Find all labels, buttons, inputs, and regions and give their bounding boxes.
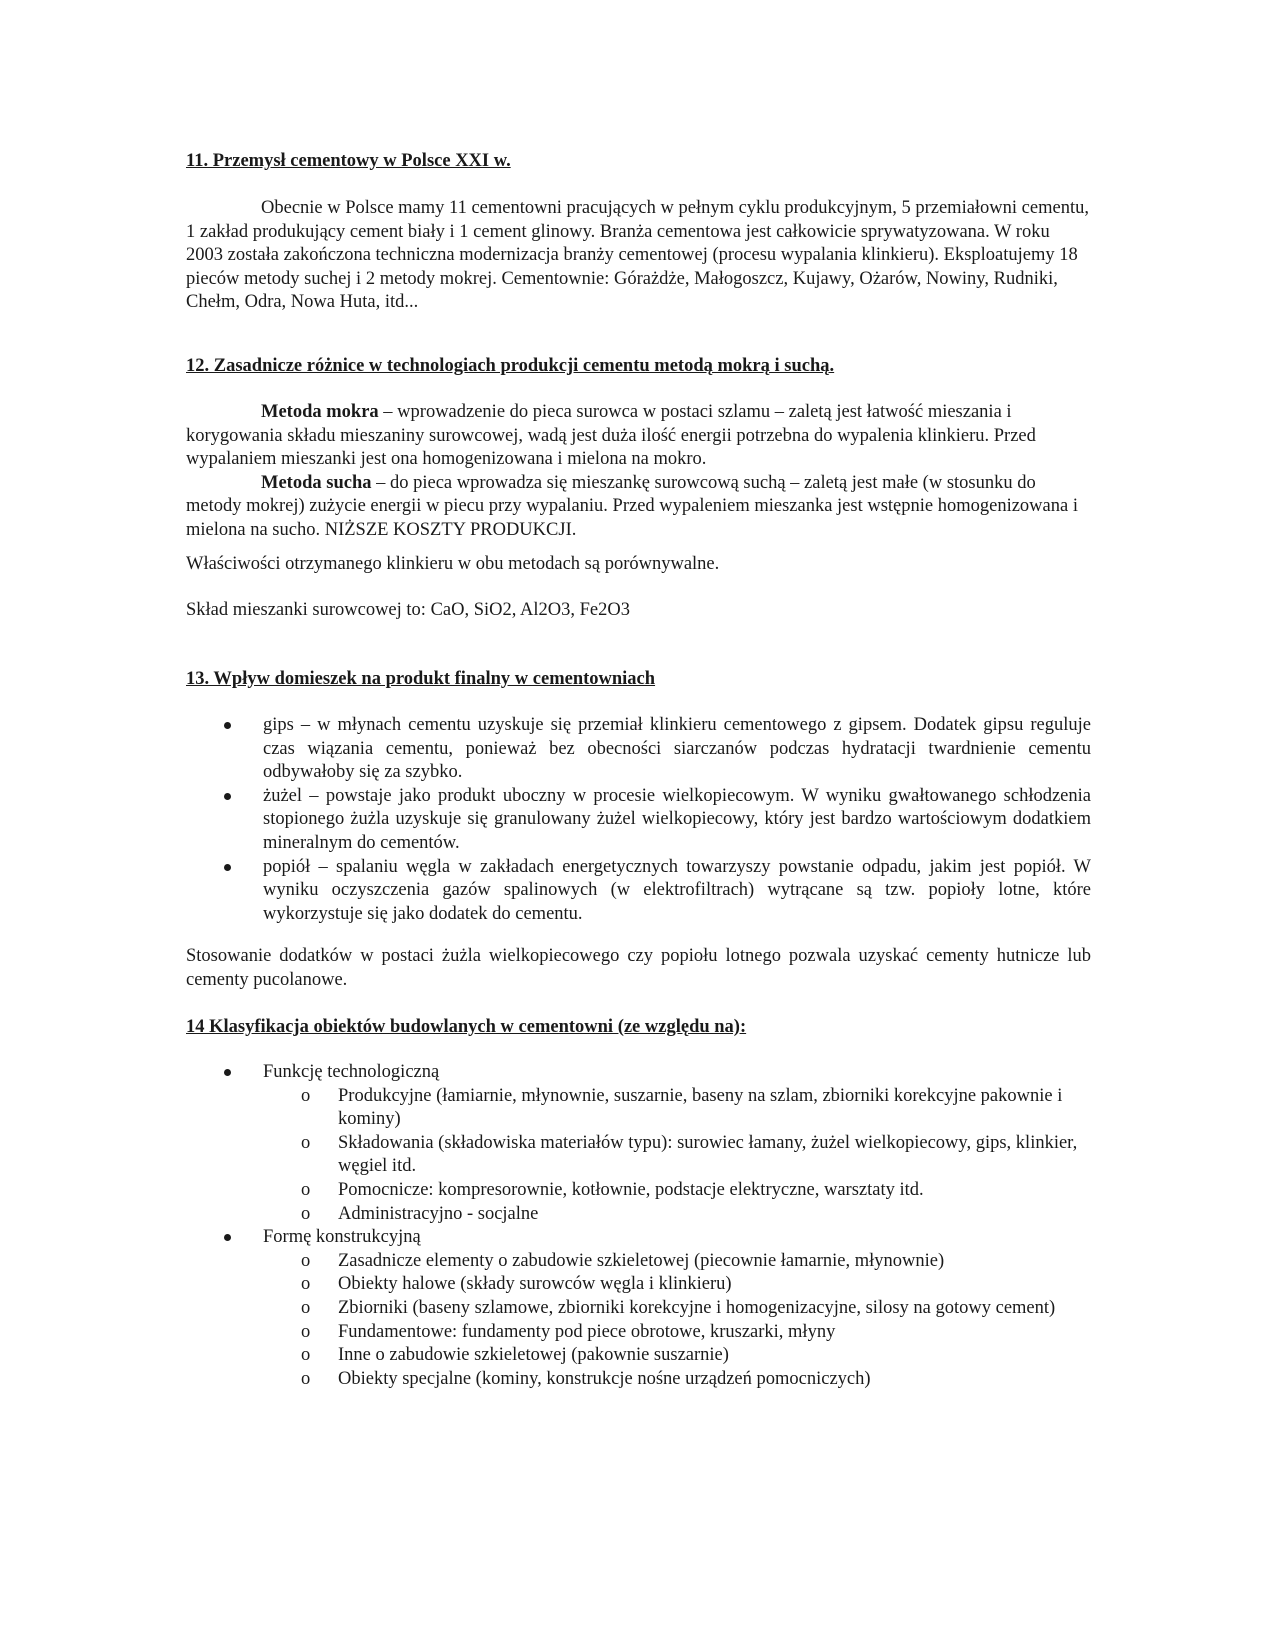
- sub-list-item: o Składowania (składowiska materiałów typu): surowiec łamany, żużel wielkopiecowy, gips, klinkier, węgiel itd.: [263, 1132, 1091, 1179]
- section-11-heading: 11. Przemysł cementowy w Polsce XXI w.: [186, 151, 511, 171]
- dry-method-paragraph: [186, 472, 1091, 543]
- clinker-properties-note: Właściwości otrzymanego klinkieru w obu metodach są porównywalne.: [186, 554, 720, 574]
- sub-list-item: o Obiekty specjalne (kominy, konstrukcje nośne urządzeń pomocniczych): [263, 1368, 1091, 1392]
- list-item: gips – w młynach cementu uzyskuje się przemiał klinkieru cementowego z gipsem. Dodatek gipsu reguluje czas wiązania cementu, ponieważ bez obecności siarczanów podczas hydratacji twardnienie cementu odbywałoby się za szybko.: [186, 714, 1091, 785]
- section-14-list: [186, 1061, 1091, 1391]
- section-11-body: [186, 197, 1091, 315]
- sub-list-item: o Zasadnicze elementy o zabudowie szkieletowej (piecownie łamarnie, młynownie): [263, 1250, 1091, 1274]
- additives-summary: Stosowanie dodatków w postaci żużla wielkopiecowego czy popiołu lotnego pozwala uzyskać cementy hutnicze lub cementy pucolanowe.: [186, 946, 1091, 990]
- list-item: [186, 1061, 1091, 1226]
- wet-method-text: – wprowadzenie do pieca surowca w postaci szlamu – zaletą jest łatwość mieszania i korygowania składu mieszaniny surowcowej, wadą jest duża ilość energii potrzebna do wypalenia klinkieru. Przed wypalaniem mieszanki jest ona homogenizowana i mielona na mokro.: [186, 402, 1036, 470]
- raw-mix-composition-note: Skład mieszanki surowcowej to: CaO, SiO2, Al2O3, Fe2O3: [186, 600, 630, 620]
- section-12-note-2: [186, 599, 1091, 623]
- wet-method-paragraph: [186, 401, 1091, 472]
- wet-method-term: Metoda mokra: [261, 402, 379, 422]
- list-item: [186, 1226, 1091, 1391]
- section-14-heading: 14 Klasyfikacja obiektów budowlanych w cementowni (ze względu na):: [186, 1017, 747, 1037]
- section-13-summary: [186, 945, 1091, 992]
- section-13: [186, 668, 1091, 692]
- group-label: Formę konstrukcyjną: [263, 1227, 421, 1248]
- dry-method-text: – do pieca wprowadza się mieszankę surowcową suchą – zaletą jest małe (w stosunku do metody mokrej) zużycie energii w piecu przy wypalaniu. Przed wypaleniem mieszanka jest wstępnie homogenizowana i mielona na sucho. NIŻSZE KOSZTY PRODUKCJI.: [186, 472, 1078, 540]
- sub-list-item: o Administracyjno - socjalne: [263, 1203, 1091, 1227]
- dry-method-term: Metoda sucha: [261, 472, 372, 493]
- list-item: popiół – spalaniu węgla w zakładach energetycznych towarzyszy powstanie odpadu, jakim jest popiół. W wyniku oczyszczenia gazów spalinowych (w elektrofiltrach) wytrącane są tzw. popioły lotne, które wykorzystuje się jako dodatek do cementu.: [186, 856, 1091, 927]
- section-14: [186, 1016, 1091, 1040]
- section-12-note-1: [186, 553, 1091, 577]
- section-13-list: [186, 714, 1091, 926]
- sub-list-item: o Pomocnicze: kompresorownie, kotłownie, podstacje elektryczne, warsztaty itd.: [263, 1179, 1091, 1203]
- section-11: [186, 150, 1091, 174]
- sub-list-item: o Inne o zabudowie szkieletowej (pakownie suszarnie): [263, 1344, 1091, 1368]
- section-13-heading: 13. Wpływ domieszek na produkt finalny w cementowniach: [186, 669, 656, 689]
- section-12: [186, 355, 1091, 379]
- list-item: żużel – powstaje jako produkt uboczny w procesie wielkopiecowym. W wyniku gwałtowanego schłodzenia stopionego żużla uzyskuje się granulowany żużel wielkopiecowy, który jest bardzo wartościowym dodatkiem mineralnym do cementów.: [186, 785, 1091, 856]
- sub-list-item: o Obiekty halowe (składy surowców węgla i klinkieru): [263, 1273, 1091, 1297]
- sub-list-item: o Fundamentowe: fundamenty pod piece obrotowe, kruszarki, młyny: [263, 1321, 1091, 1345]
- group-label: Funkcję technologiczną: [263, 1062, 440, 1082]
- sub-list-item: o Zbiorniki (baseny szlamowe, zbiorniki korekcyjne i homogenizacyjne, silosy na gotowy cement): [263, 1297, 1091, 1321]
- section-12-body: [186, 401, 1091, 543]
- section-11-paragraph: Obecnie w Polsce mamy 11 cementowni pracujących w pełnym cyklu produkcyjnym, 5 przemiałowni cementu, 1 zakład produkujący cement biały i 1 cement glinowy. Branża cementowa jest całkowicie sprywatyzowana. W roku 2003 została zakończona techniczna modernizacja branży cementowej (procesu wypalania klinkieru). Eksploatujemy 18 pieców metody suchej i 2 metody mokrej. Cementownie: Górażdże, Małogoszcz, Kujawy, Ożarów, Nowiny, Rudniki, Chełm, Odra, Nowa Huta, itd...: [186, 198, 1089, 313]
- section-12-heading: 12. Zasadnicze różnice w technologiach produkcji cementu metodą mokrą i suchą.: [186, 356, 835, 376]
- sub-list-item: o Produkcyjne (łamiarnie, młynownie, suszarnie, baseny na szlam, zbiorniki korekcyjne pakownie i kominy): [263, 1085, 1091, 1132]
